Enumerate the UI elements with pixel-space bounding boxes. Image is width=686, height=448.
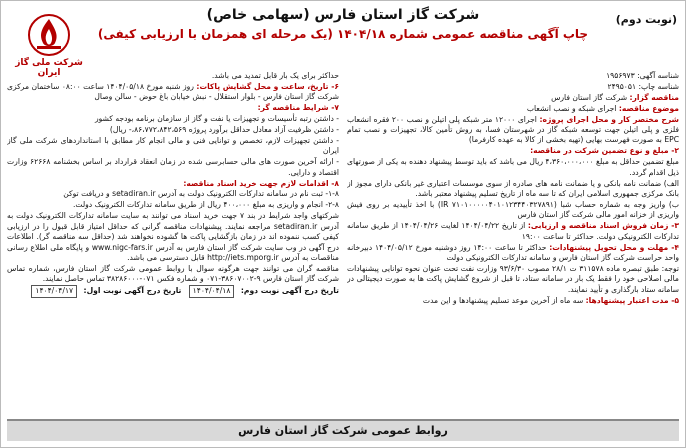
round-label: (نوبت دوم)	[615, 13, 677, 26]
condition-item: - داشتن ظرفیت آزاد معادل حداقل برآورد پروژه ۸۶،۷۷۲،۸۴۲،۵۶۹،- ریال)	[109, 125, 339, 135]
guarantee-title: ۲- مبلغ و نوع تضمین شرکت در مناقصه:	[530, 146, 679, 156]
left-column	[7, 71, 339, 411]
description-line: شرح مختصر کار و محل اجرای پروژه: اجرای ۱۲۰۰۰ متر شبکه پلی اتیلن و نصب ۲۰۰ فقره انشعاب فلزی و پلی اتیلن جهت توسعه شبکه گاز در شهرستان فسا، به روش تأمین کالا، تجهیزات و نصب تمام EPC به صورت فهرست بهایی (تهیه بخشی از کالا به عهده کارفرما)	[347, 114, 679, 145]
eligible-text: شرکتهای واجد شرایط در بند ۷ جهت خرید اسناد می توانند به سایت سامانه تدارکات الکترونیک دولت به آدرس setadiran.ir مراجعه نمایند. پیشنهادات مناقصه گرانی که حداقل امتیاز قابل قبول را در ارزیابی کیفی کسب ننموده اند در زمان بازگشایی پاکت ها گشوده نخواهند شد (حداقل سه مناقصه گر). اطلاعات درج آگهی در وب سایت شرکت گاز استان فارس به آدرس www.nigc-fars.ir و پایگاه ملی اطلاع رسانی مناقصات به آدرس http://iets.mporg.ir قابل دسترسی می باشد.	[7, 211, 339, 262]
sale-line: ۳- زمان فروش اسناد مناقصه و ارزیابی: از تاریخ ۱۴۰۴/۰۴/۲۲ لغایت ۱۴۰۴/۰۴/۲۶ از طریق سامانه تدارکات الکترونیکی دولت. حداکثر تا ساعت ۱۹:۰۰	[347, 221, 679, 241]
date-second-label: تاریخ درج آگهی نوبت دوم:	[240, 286, 339, 296]
flame-logo-icon	[27, 13, 71, 57]
guarantee-text: مبلغ تضمین حداقل به مبلغ ۴،۳۶۰،۰۰۰،۰۰۰ ریال می باشد که باید توسط پیشنهاد دهنده به یکی از صورتهای ذیل اقدام گردد.	[347, 157, 679, 177]
right-column	[347, 71, 679, 411]
ad-body	[7, 71, 679, 411]
condition-item: - داشتن رتبه تأسیسات و تجهیزات یا نفت و گاز از سازمان برنامه بودجه کشور	[94, 114, 339, 124]
deadline-line: ۴- مهلت و محل تحویل پیشنهادات: حداکثر تا ساعت ۱۴:۰۰ روز دوشنبه مورخ ۱۴۰۴/۰۵/۱۲ دبیرخانه واحد حراست شرکت گاز استان فارس و سامانه تدارکات الکترونیکی دولت	[347, 242, 679, 262]
organizer-line: مناقصه گزار: شرکت گاز استان فارس	[551, 92, 679, 102]
doc-step: ۲-۸- انجام و واریزی به مبلغ ۴۰۰،۰۰۰ ریال از طریق سامانه تدارکات الکترونیک دولت.	[72, 200, 339, 210]
date-first-value: ۱۴۰۴/۰۴/۱۷	[31, 285, 77, 297]
conditions-title: ۷- شرایط مناقصه گر:	[257, 103, 339, 113]
note-text: توجه: طبق تبصره ماده ۳۱۱۵۷۸ ت ۲۸/۱ مصوب ۹۳/۶/۳۰ وزارت نفت تحت عنوان نحوه توانایی پیشنهادات مالی اصلاحی خود را فقط یک بار در سامانه ستاد، تا قبل از شروع گشایش پاکت ها به صورت دیجیتالی در سامانه ستاد بارگذاری و تأیید نمایند.	[347, 263, 679, 294]
extend-text: حداکثر برای یک بار قابل تمدید می باشد.	[211, 71, 339, 80]
date-second-value: ۱۴۰۴/۰۴/۱۸	[189, 285, 235, 297]
date-first-label: تاریخ درج آگهی نوبت اول:	[83, 286, 182, 296]
nigc-logo	[13, 13, 85, 78]
guarantee-b: ب) واریز وجه به شماره حساب شبا (IR ۷۱۰۱۰۰۰۰۰۴۰۱۰۱۲۳۴۴۰۳۲۷۸۹۱) با اخذ تأییدیه بر روی فیش واریزی از خزانه امور مالی شرکت گاز استان فارس	[347, 199, 679, 220]
company-title: شرکت گاز استان فارس (سهامی خاص)	[206, 7, 480, 23]
publish-dates	[7, 285, 339, 297]
validity-line: ۵- مدت اعتبار پیشنهادها: سه ماه از آخرین موعد تسلیم پیشنهادها و این مدت	[422, 295, 679, 305]
guarantee-a: الف) ضمانت نامه بانکی و یا ضمانت نامه های صادره از سوی موسسات اعتباری غیر بانکی دارای مجوز از بانک مرکزی جمهوری اسلامی ایران که تا سه ماه از تاریخ تسلیم پیشنهاد معتبر باشد.	[347, 178, 679, 198]
print-number: شناسه چاپ: ۲۴۹۵۰۵۱	[607, 81, 679, 91]
docs-title: ۸- اقدامات لازم جهت خرید اسناد مناقصه:	[183, 178, 339, 188]
condition-item: - ارائه آخرین صورت های مالی حسابرسی شده در زمان انعقاد قرارداد بر اساس بخشنامه ۶۲۶۶۸ وزارت اقتصاد و دارایی.	[7, 157, 339, 177]
subject-line: موضوع مناقصه: اجرای شبکه و نصب انشعاب	[526, 103, 679, 113]
condition-item: - داشتن تجهیزات لازم، تخصص و توانایی فنی و مالی انجام کار مطابق با استانداردهای شرکت ملی گاز ایران	[7, 135, 339, 156]
ad-number: شناسه آگهی: ۱۹۵۶۹۷۳	[606, 71, 679, 80]
doc-step: ۱-۸- ثبت نام در سامانه تدارکات الکترونیک دولت به آدرس setadiran.ir و دریافت توکن	[63, 189, 339, 199]
opening-line: ۶- تاریخ، ساعت و محل گشایش پاکات: روز شنبه مورخ ۱۴۰۴/۰۵/۱۸ ساعت ۰۸:۰۰ ساختمان مرکزی شرکت گاز استان فارس - بلوار استقلال - نبش خیابان باغ حوض - سالن وصال	[7, 81, 339, 102]
logo-text: شرکت ملی گاز ایران	[15, 58, 83, 78]
footer-banner: روابط عمومی شرکت گاز استان فارس	[7, 419, 679, 441]
tender-title: چاپ آگهی مناقصه عمومی شماره ۱۴۰۴/۱۸ (یک مرحله ای همزمان با ارزیابی کیفی)	[97, 27, 589, 41]
contact-text: مناقصه گران می توانند جهت هرگونه سوال با روابط عمومی شرکت گاز استان فارس، شماره تماس شرکت گاز استان فارس ۹-۳۸۶۰۷۰۰۲-۰۷۱ و شماره فکس ۰۷۱-۳۸۲۸۶۰۰۰ تماس حاصل نمایند.	[7, 263, 339, 284]
